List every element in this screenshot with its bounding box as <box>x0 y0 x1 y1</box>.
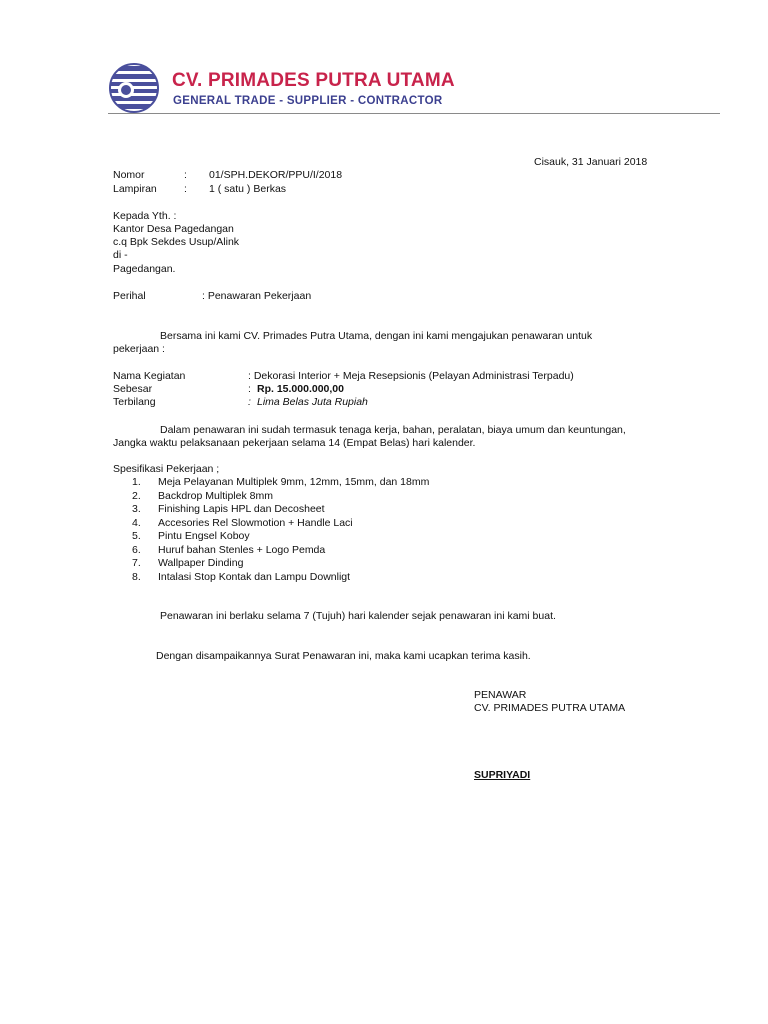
meta-label-nomor: Nomor <box>113 169 145 181</box>
meta-sep-lampiran: : <box>184 183 187 195</box>
spec-text: Wallpaper Dinding <box>158 557 244 569</box>
spec-number: 6. <box>132 543 141 556</box>
recipient-line: Kantor Desa Pagedangan <box>113 223 234 235</box>
signature-role: PENAWAR <box>474 689 527 701</box>
spec-number: 3. <box>132 503 141 515</box>
letter-date: Cisauk, 31 Januari 2018 <box>534 156 648 168</box>
spec-number: 2. <box>132 489 141 502</box>
detail-label-terbilang: Terbilang <box>113 396 156 408</box>
signature-company: CV. PRIMADES PUTRA UTAMA <box>474 702 626 714</box>
spec-text: Backdrop Multiplek 8mm <box>158 489 273 502</box>
recipient-line: Pagedangan. <box>113 263 176 275</box>
subject-label: Perihal <box>113 290 146 302</box>
validity-statement: Penawaran ini berlaku selama 7 (Tujuh) hari kalender sejak penawaran ini kami buat. <box>160 610 556 622</box>
spec-text: Finishing Lapis HPL dan Decosheet <box>158 503 325 515</box>
spec-number: 7. <box>132 557 141 569</box>
spec-title: Spesifikasi Pekerjaan ; <box>113 463 220 475</box>
spec-text: Intalasi Stop Kontak dan Lampu Downligt <box>158 570 351 583</box>
signature-name: SUPRIYADI <box>474 769 531 781</box>
subject-value: : Penawaran Pekerjaan <box>202 290 312 302</box>
spec-number: 1. <box>132 476 141 488</box>
spec-text: Accesories Rel Slowmotion + Handle Laci <box>158 516 353 529</box>
spec-number: 8. <box>132 570 141 583</box>
detail-value-sebesar: Rp. 15.000.000,00 <box>257 383 344 395</box>
spec-number: 5. <box>132 530 141 542</box>
meta-value-nomor: 01/SPH.DEKOR/PPU/I/2018 <box>209 169 343 181</box>
detail-label-kegiatan: Nama Kegiatan <box>113 370 186 382</box>
spec-text: Pintu Engsel Koboy <box>158 530 250 542</box>
recipient-line: di - <box>113 249 128 261</box>
spec-text: Meja Pelayanan Multiplek 9mm, 12mm, 15mm, dan 18mm <box>158 476 430 488</box>
body-line2: Jangka waktu pelaksanaan pekerjaan selama 14 (Empat Belas) hari kalender. <box>113 437 476 449</box>
detail-value-kegiatan: : Dekorasi Interior + Meja Resepsionis (Pelayan Administrasi Terpadu) <box>248 370 574 382</box>
detail-sep-sebesar: : <box>248 383 251 395</box>
header-divider <box>108 113 720 114</box>
meta-label-lampiran: Lampiran <box>113 183 157 195</box>
recipient-line: c.q Bpk Sekdes Usup/Alink <box>113 236 240 248</box>
body-line1: Dalam penawaran ini sudah termasuk tenaga kerja, bahan, peralatan, biaya umum dan keuntungan, <box>160 424 626 436</box>
meta-value-lampiran: 1 ( satu ) Berkas <box>209 183 287 195</box>
meta-sep-nomor: : <box>184 169 187 181</box>
globe-stripes-logo <box>108 62 160 114</box>
closing-statement: Dengan disampaikannya Surat Penawaran ini, maka kami ucapkan terima kasih. <box>156 650 531 662</box>
detail-sep-terbilang: : <box>248 396 251 408</box>
intro-line1: Bersama ini kami CV. Primades Putra Utama, dengan ini kami mengajukan penawaran untuk <box>160 330 593 342</box>
spec-number: 4. <box>132 516 141 529</box>
recipient-line: Kepada Yth. : <box>113 210 177 222</box>
detail-value-terbilang: Lima Belas Juta Rupiah <box>257 396 368 408</box>
company-tagline: GENERAL TRADE - SUPPLIER - CONTRACTOR <box>173 95 443 107</box>
intro-line2: pekerjaan : <box>113 343 165 355</box>
spec-text: Huruf bahan Stenles + Logo Pemda <box>158 543 326 556</box>
company-name: CV. PRIMADES PUTRA UTAMA <box>172 70 455 91</box>
detail-label-sebesar: Sebesar <box>113 383 153 395</box>
